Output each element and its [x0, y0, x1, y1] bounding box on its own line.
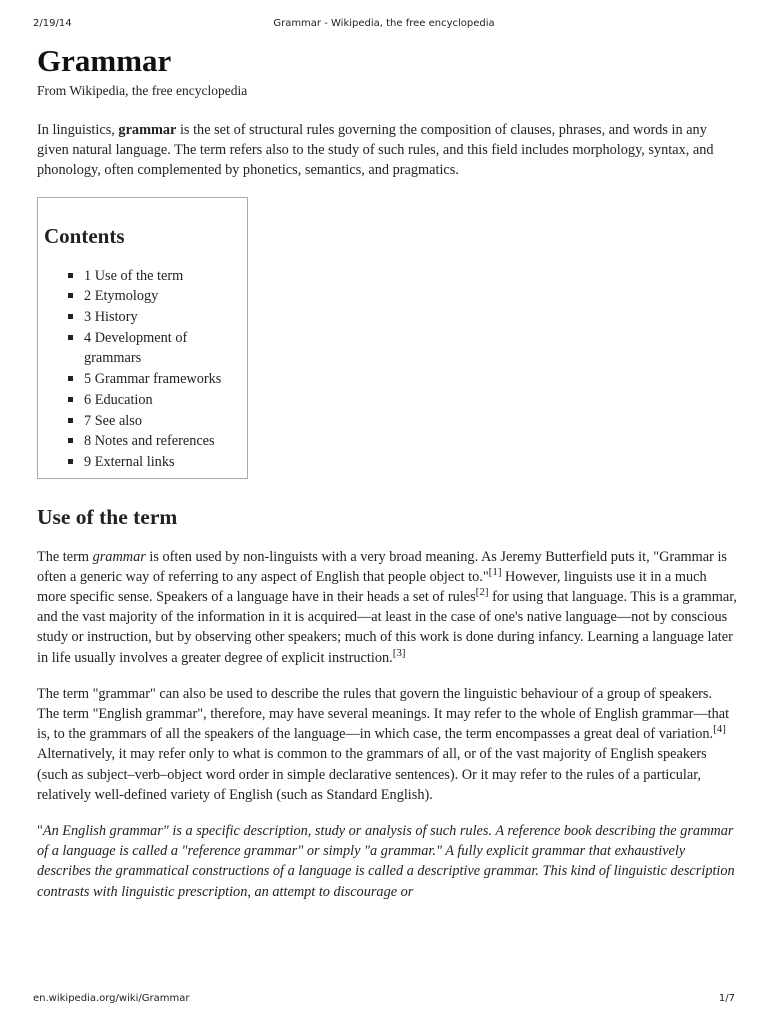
print-page-number: 1/7: [718, 993, 735, 1004]
bullet-icon: [68, 273, 73, 278]
bullet-icon: [68, 438, 73, 443]
table-of-contents: [37, 197, 248, 479]
citation-ref[interactable]: [2]: [475, 586, 489, 599]
page-title: Grammar: [37, 43, 172, 78]
toc-title: Contents: [44, 223, 125, 248]
print-date: 2/19/14: [33, 18, 72, 29]
section-paragraph-3: "An English grammar" is a specific description, study or analysis of such rules. A reference book describing the grammar of a language is called a "reference grammar" or simply "a grammar." A fully explicit grammar that exhaustively describes the grammatical constructions of a language is called a descriptive grammar. This kind of linguistic description contrasts with linguistic prescription, an attempt to discourage or: [37, 823, 735, 900]
toc-item[interactable]: 6 Education: [68, 390, 247, 411]
article-subtitle: From Wikipedia, the free encyclopedia: [37, 83, 248, 98]
toc-item[interactable]: 5 Grammar frameworks: [68, 369, 247, 390]
lead-paragraph: In linguistics, grammar is the set of structural rules governing the composition of clauses, phrases, and words in any given natural language. The term refers also to the study of such rules, and this field includes morphology, syntax, and phonology, often complemented by phonetics, semantics, and pragmatics.: [37, 122, 714, 179]
toc-list: [44, 266, 247, 473]
toc-item[interactable]: 1 Use of the term: [68, 266, 247, 287]
bullet-icon: [68, 314, 73, 319]
toc-item[interactable]: 8 Notes and references: [68, 431, 247, 452]
print-page-title: Grammar - Wikipedia, the free encyclopedia: [273, 18, 495, 29]
article: [37, 42, 737, 902]
citation-ref[interactable]: [4]: [713, 723, 726, 736]
section-heading: Use of the term: [37, 504, 178, 529]
toc-item[interactable]: 4 Development of grammars: [68, 328, 247, 369]
bullet-icon: [68, 459, 73, 464]
bullet-icon: [68, 397, 73, 402]
bullet-icon: [68, 376, 73, 381]
bullet-icon: [68, 293, 73, 298]
bullet-icon: [68, 335, 73, 340]
section-paragraph-2: The term "grammar" can also be used to describe the rules that govern the linguistic behaviour of a group of speakers. The term "English grammar", therefore, may have several meanings. It may refer to the whole of English grammar—that is, to the grammars of all the speakers of the language—in which case, the term encompasses a great deal of variation.[4] Alternatively, it may refer only to what is common to the grammars of all, or of the vast majority of English speakers (such as subject–verb–object word order in simple declarative sentences). Or it may refer to the rules of a particular, relatively well-defined variety of English (such as Standard English).: [37, 685, 730, 803]
citation-ref[interactable]: [1]: [488, 566, 502, 579]
bullet-icon: [68, 418, 73, 423]
toc-item[interactable]: 9 External links: [68, 452, 247, 473]
section-paragraph-1: The term grammar is often used by non-linguists with a very broad meaning. As Jeremy Butterfield puts it, "Grammar is often a generic way of referring to any aspect of English that people object to."[1] However, linguists use it in a much more specific sense. Speakers of a language have in their heads a set of rules[2] for using that language. This is a grammar, and the vast majority of the information in it is acquired—at least in the case of one's native language—not by conscious study or instruction, but by observing other speakers; much of this work is done during infancy. Learning a language later in life usually involves a greater degree of explicit instruction.[3]: [37, 548, 738, 666]
print-url: en.wikipedia.org/wiki/Grammar: [33, 993, 190, 1004]
toc-item[interactable]: 2 Etymology: [68, 286, 247, 307]
toc-item[interactable]: 7 See also: [68, 411, 247, 432]
toc-item[interactable]: 3 History: [68, 307, 247, 328]
citation-ref[interactable]: [3]: [392, 646, 406, 659]
lead-term: grammar: [118, 122, 177, 138]
